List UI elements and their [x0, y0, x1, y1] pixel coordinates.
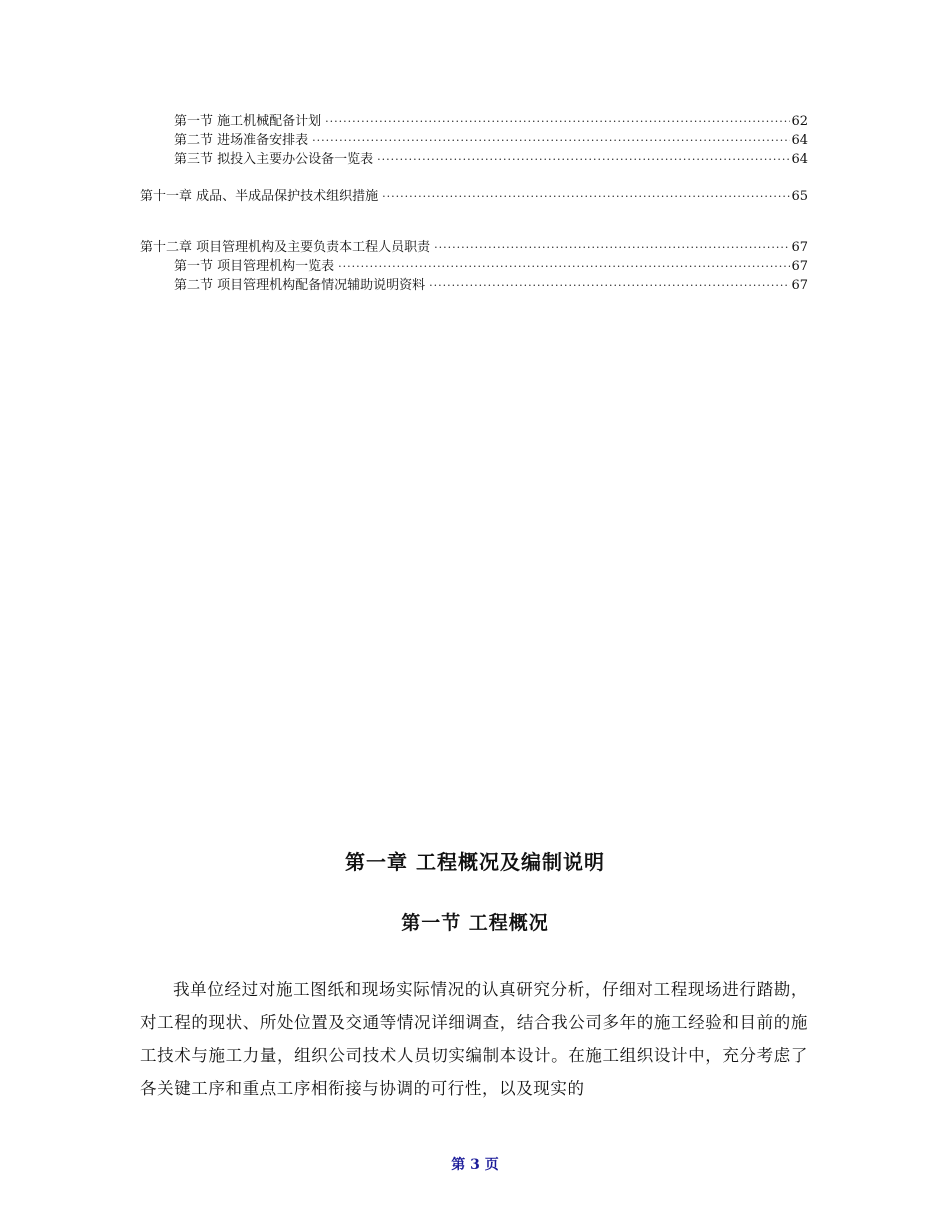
toc-leader-dots: [312, 131, 790, 150]
toc-entry-label: 第一节 施工机械配备计划: [174, 114, 322, 129]
toc-entry-label: 第二节 进场准备安排表: [174, 133, 309, 148]
toc-entry-page: 64: [791, 152, 808, 167]
toc-entry-page: 65: [791, 189, 808, 204]
toc-leader-dots: [429, 276, 790, 295]
toc-entry-page: 67: [791, 259, 808, 274]
table-of-contents: [140, 112, 808, 295]
toc-entry-label: 第二节 项目管理机构配备情况辅助说明资料: [174, 278, 426, 293]
toc-entry-page: 67: [791, 278, 808, 293]
toc-entry[interactable]: [140, 276, 808, 295]
toc-entry-label: 第十一章 成品、半成品保护技术组织措施: [140, 189, 379, 204]
toc-entry[interactable]: [140, 257, 808, 276]
toc-entry[interactable]: [140, 150, 808, 169]
section-title: 第一节 工程概况: [401, 912, 549, 934]
toc-entry[interactable]: [140, 238, 808, 257]
toc-leader-dots: [434, 238, 790, 257]
toc-entry[interactable]: [140, 187, 808, 206]
toc-entry-label: 第十二章 项目管理机构及主要负责本工程人员职责: [140, 240, 431, 255]
page-number-footer: 第 3 页: [451, 1157, 499, 1173]
toc-entry-page: 67: [791, 240, 808, 255]
toc-spacer: [140, 169, 808, 187]
toc-spacer: [140, 206, 808, 238]
toc-entry-label: 第一节 项目管理机构一览表: [174, 259, 335, 274]
toc-leader-dots: [338, 257, 790, 276]
chapter-title: 第一章 工程概况及编制说明: [345, 850, 605, 874]
toc-entry[interactable]: [140, 131, 808, 150]
toc-leader-dots: [382, 187, 790, 206]
toc-entry[interactable]: [140, 112, 808, 131]
body-paragraph: 我单位经过对施工图纸和现场实际情况的认真研究分析，仔细对工程现场进行踏勘，对工程的现状、所处位置及交通等情况详细调查，结合我公司多年的施工经验和目前的施工技术与施工力量，组织公司技术人员切实编制本设计。在施工组织设计中，充分考虑了各关键工序和重点工序相衔接与协调的可行性，以及现实的: [140, 980, 808, 1098]
toc-leader-dots: [377, 150, 790, 169]
toc-entry-page: 64: [791, 133, 808, 148]
toc-leader-dots: [325, 112, 790, 131]
toc-entry-page: 62: [791, 114, 808, 129]
toc-entry-label: 第三节 拟投入主要办公设备一览表: [174, 152, 374, 167]
